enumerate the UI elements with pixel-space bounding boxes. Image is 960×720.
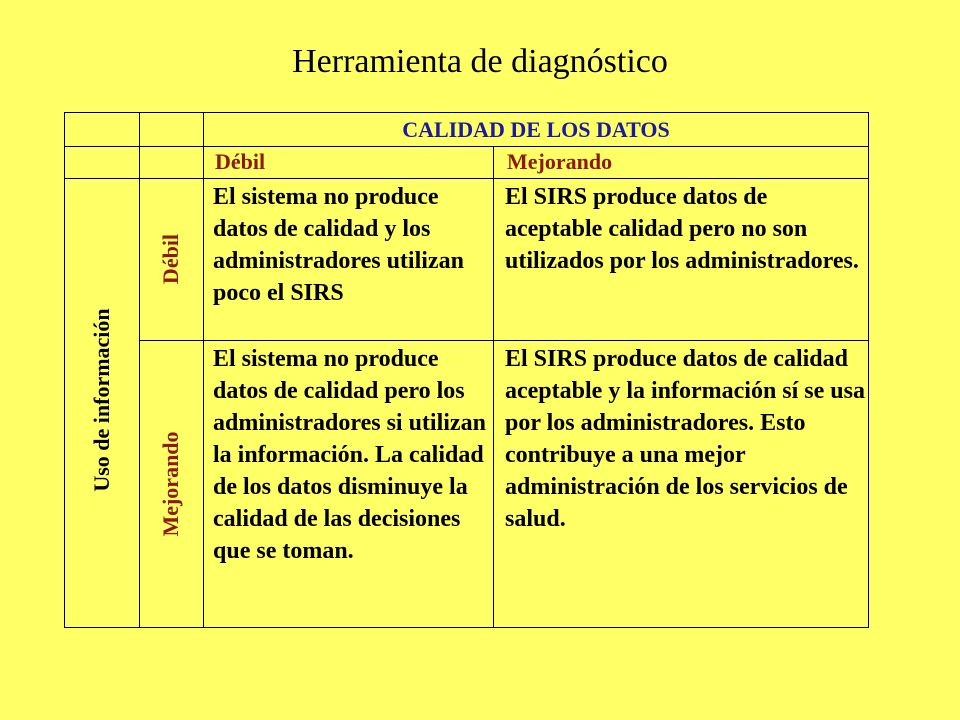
quality-header: CALIDAD DE LOS DATOS bbox=[402, 117, 670, 142]
col-header-debil: Débil bbox=[215, 149, 266, 174]
row-header-debil: Débil bbox=[158, 233, 183, 285]
page-title: Herramienta de diagnóstico bbox=[292, 43, 668, 80]
cell-debil-mejorando: El SIRS produce datos de aceptable calidad pero no son utilizados por los administradores. bbox=[505, 184, 859, 274]
col-header-mejorando: Mejorando bbox=[507, 149, 613, 174]
row-group-label: Uso de información bbox=[89, 308, 114, 492]
row-header-mejorando: Mejorando bbox=[158, 431, 183, 537]
cell-mejorando-mejorando: El SIRS produce datos de calidad aceptable y la información sí se usa por los administradores. Esto contribuye a una mejor administración de los servicios de salud. bbox=[505, 346, 865, 532]
cell-debil-debil: El sistema no produce datos de calidad y los administradores utilizan poco el SIRS bbox=[213, 184, 464, 306]
cell-mejorando-debil: El sistema no produce datos de calidad pero los administradores si utilizan la información. La calidad de los datos disminuye la calidad de las decisiones que se toman. bbox=[213, 346, 486, 564]
diagnostic-table bbox=[64, 112, 869, 628]
